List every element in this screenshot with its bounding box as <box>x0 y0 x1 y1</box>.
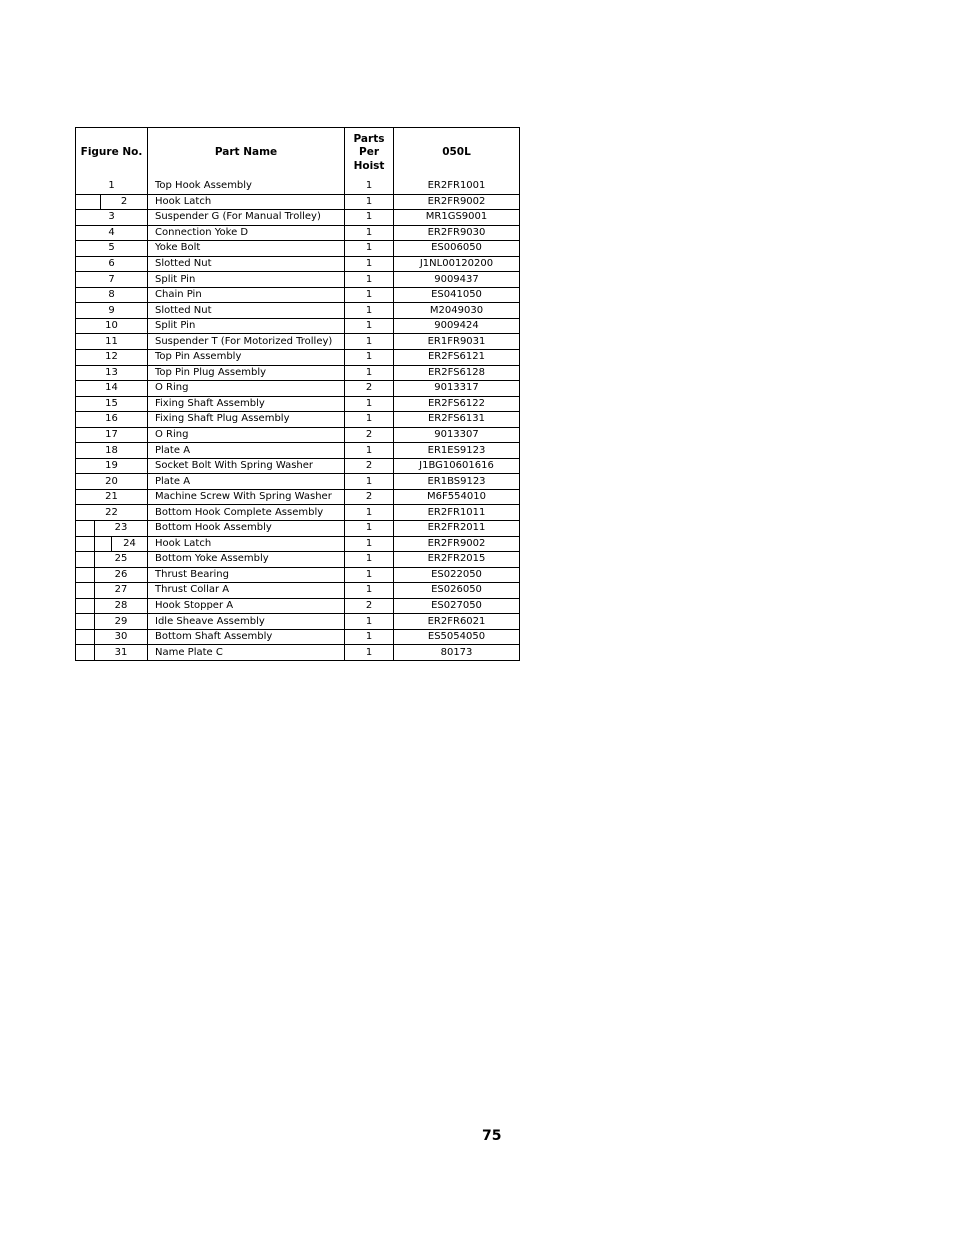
figure-cell <box>76 583 148 598</box>
figure-number: 31 <box>94 645 147 660</box>
figure-number: 7 <box>108 273 115 285</box>
part-name: Suspender T (For Motorized Trolley) <box>148 334 345 349</box>
parts-table <box>75 127 520 661</box>
figure-cell <box>76 241 148 256</box>
figure-cell <box>76 350 148 365</box>
part-number: ER2FS6122 <box>427 397 485 409</box>
parts-per-hoist: 1 <box>345 288 394 303</box>
part-name: Idle Sheave Assembly <box>148 614 345 629</box>
header-parts-per-hoist: Parts Per Hoist <box>345 128 394 178</box>
part-name: O Ring <box>148 381 345 396</box>
parts-per-hoist: 1 <box>345 366 394 381</box>
part-name: Slotted Nut <box>148 257 345 272</box>
figure-cell <box>76 412 148 427</box>
table-row <box>76 318 519 334</box>
table-row <box>76 598 519 614</box>
parts-per-hoist: 2 <box>345 490 394 505</box>
figure-number: 21 <box>105 491 118 503</box>
part-name: Socket Bolt With Spring Washer <box>148 459 345 474</box>
figure-number: 12 <box>105 351 118 363</box>
table-row <box>76 489 519 505</box>
parts-per-hoist: 1 <box>345 412 394 427</box>
part-name: Fixing Shaft Assembly <box>148 397 345 412</box>
part-number: ES022050 <box>431 568 482 580</box>
figure-number: 4 <box>108 226 115 238</box>
figure-cell <box>76 645 148 660</box>
table-row <box>76 225 519 241</box>
part-name: Bottom Hook Assembly <box>148 521 345 536</box>
table-row <box>76 442 519 458</box>
figure-cell <box>76 178 148 194</box>
part-number: J1BG10601616 <box>419 460 494 472</box>
part-number: 9013307 <box>434 429 479 441</box>
table-row <box>76 644 519 660</box>
table-row <box>76 536 519 552</box>
parts-per-hoist: 1 <box>345 319 394 334</box>
part-name: Chain Pin <box>148 288 345 303</box>
figure-number: 29 <box>94 614 147 629</box>
table-row <box>76 613 519 629</box>
part-name: Bottom Shaft Assembly <box>148 630 345 645</box>
part-number: ER1FR9031 <box>427 335 486 347</box>
figure-number: 3 <box>108 211 115 223</box>
part-name: Yoke Bolt <box>148 241 345 256</box>
parts-per-hoist: 1 <box>345 568 394 583</box>
table-header <box>76 128 519 178</box>
parts-per-hoist: 1 <box>345 226 394 241</box>
figure-cell <box>76 397 148 412</box>
table-body <box>76 178 519 660</box>
part-number: ES5054050 <box>427 631 486 643</box>
figure-number: 26 <box>94 568 147 583</box>
table-row <box>76 178 519 194</box>
part-name: Split Pin <box>148 272 345 287</box>
figure-cell <box>76 568 148 583</box>
part-number: ES026050 <box>431 584 482 596</box>
parts-per-hoist: 1 <box>345 257 394 272</box>
part-name: O Ring <box>148 428 345 443</box>
figure-cell <box>76 474 148 489</box>
figure-cell <box>76 334 148 349</box>
part-number: ES041050 <box>431 289 482 301</box>
part-name: Suspender G (For Manual Trolley) <box>148 210 345 225</box>
table-row <box>76 349 519 365</box>
part-number: ER2FS6121 <box>427 351 485 363</box>
figure-number: 30 <box>94 630 147 645</box>
part-name: Top Pin Assembly <box>148 350 345 365</box>
figure-number: 22 <box>105 506 118 518</box>
parts-per-hoist: 2 <box>345 428 394 443</box>
part-name: Hook Latch <box>148 537 345 552</box>
part-number: ER2FR1001 <box>427 179 486 191</box>
figure-number: 2 <box>100 195 147 210</box>
figure-number: 28 <box>94 599 147 614</box>
table-row <box>76 504 519 520</box>
part-name: Top Pin Plug Assembly <box>148 366 345 381</box>
part-number: ES006050 <box>431 242 482 254</box>
figure-cell <box>76 226 148 241</box>
parts-per-hoist: 1 <box>345 537 394 552</box>
figure-cell <box>76 490 148 505</box>
part-name: Machine Screw With Spring Washer <box>148 490 345 505</box>
figure-cell <box>76 537 148 552</box>
part-name: Connection Yoke D <box>148 226 345 241</box>
table-row <box>76 302 519 318</box>
figure-number: 20 <box>105 475 118 487</box>
parts-per-hoist: 1 <box>345 210 394 225</box>
parts-per-hoist: 1 <box>345 583 394 598</box>
parts-per-hoist: 1 <box>345 334 394 349</box>
figure-cell <box>76 288 148 303</box>
table-row <box>76 411 519 427</box>
figure-cell <box>76 195 148 210</box>
parts-per-hoist: 2 <box>345 599 394 614</box>
part-number: 9009424 <box>434 320 479 332</box>
parts-per-hoist: 1 <box>345 505 394 520</box>
table-row <box>76 520 519 536</box>
figure-number: 10 <box>105 320 118 332</box>
figure-cell <box>76 443 148 458</box>
part-number: MR1GS9001 <box>425 211 488 223</box>
figure-cell <box>76 599 148 614</box>
part-name: Thrust Bearing <box>148 568 345 583</box>
parts-per-hoist: 1 <box>345 443 394 458</box>
part-name: Fixing Shaft Plug Assembly <box>148 412 345 427</box>
figure-cell <box>76 303 148 318</box>
header-part-name: Part Name <box>148 128 345 178</box>
figure-cell <box>76 614 148 629</box>
table-row <box>76 582 519 598</box>
part-number: M6F554010 <box>427 491 486 503</box>
part-number: 9013317 <box>434 382 479 394</box>
table-row <box>76 427 519 443</box>
figure-number: 6 <box>108 258 115 269</box>
figure-cell <box>76 505 148 520</box>
figure-number: 8 <box>108 289 115 301</box>
part-number: ER2FR1011 <box>427 506 486 518</box>
table-row <box>76 551 519 567</box>
figure-cell <box>76 552 148 567</box>
figure-cell <box>76 521 148 536</box>
table-row <box>76 458 519 474</box>
part-number: ER2FR2015 <box>427 553 486 565</box>
figure-number: 27 <box>94 583 147 598</box>
header-model: 050L <box>442 146 471 159</box>
table-row <box>76 380 519 396</box>
figure-number: 5 <box>108 242 115 254</box>
part-name: Slotted Nut <box>148 303 345 318</box>
parts-per-hoist: 2 <box>345 381 394 396</box>
page-number: 75 <box>482 1128 502 1144</box>
part-number: ER2FR6021 <box>427 615 486 627</box>
parts-per-hoist: 1 <box>345 195 394 210</box>
figure-number: 25 <box>94 552 147 567</box>
part-name: Split Pin <box>148 319 345 334</box>
figure-number: 24 <box>111 537 147 552</box>
parts-per-hoist: 1 <box>345 397 394 412</box>
figure-cell <box>76 459 148 474</box>
figure-number: 11 <box>105 335 118 347</box>
part-name: Hook Stopper A <box>148 599 345 614</box>
part-number: ER2FR2011 <box>427 522 486 534</box>
figure-cell <box>76 210 148 225</box>
parts-per-hoist: 1 <box>345 521 394 536</box>
parts-per-hoist: 1 <box>345 241 394 256</box>
table-row <box>76 396 519 412</box>
parts-per-hoist: 1 <box>345 645 394 660</box>
table-row <box>76 629 519 645</box>
part-number: ER2FS6131 <box>427 413 485 425</box>
table-row <box>76 365 519 381</box>
part-number: 80173 <box>440 646 473 658</box>
figure-number: 18 <box>105 444 118 456</box>
part-name: Name Plate C <box>148 645 345 660</box>
table-row <box>76 240 519 256</box>
figure-number: 14 <box>105 382 118 394</box>
indent-line <box>94 537 95 552</box>
part-number: ER2FS6128 <box>427 366 485 378</box>
part-number: ER1ES9123 <box>427 444 486 456</box>
part-number: ER1BS9123 <box>427 475 486 487</box>
part-name: Top Hook Assembly <box>148 178 345 194</box>
part-number: M2049030 <box>429 304 484 316</box>
part-number: J1NL00120200 <box>419 258 494 269</box>
figure-number: 15 <box>105 397 118 409</box>
parts-per-hoist: 1 <box>345 630 394 645</box>
parts-per-hoist: 1 <box>345 178 394 194</box>
part-name: Thrust Collar A <box>148 583 345 598</box>
part-name: Bottom Yoke Assembly <box>148 552 345 567</box>
table-row <box>76 194 519 210</box>
parts-per-hoist: 2 <box>345 459 394 474</box>
parts-per-hoist: 1 <box>345 272 394 287</box>
parts-per-hoist: 1 <box>345 614 394 629</box>
part-number: ER2FR9002 <box>427 195 486 207</box>
table-row <box>76 287 519 303</box>
parts-per-hoist: 1 <box>345 474 394 489</box>
figure-cell <box>76 428 148 443</box>
part-number: ES027050 <box>431 600 482 612</box>
part-name: Bottom Hook Complete Assembly <box>148 505 345 520</box>
part-number: 9009437 <box>434 273 479 285</box>
parts-per-hoist: 1 <box>345 303 394 318</box>
figure-number: 19 <box>105 460 118 472</box>
figure-cell <box>76 630 148 645</box>
table-row <box>76 333 519 349</box>
parts-per-hoist: 1 <box>345 552 394 567</box>
table-row <box>76 473 519 489</box>
table-row <box>76 256 519 272</box>
figure-number: 1 <box>108 179 115 191</box>
figure-cell <box>76 381 148 396</box>
part-name: Plate A <box>148 443 345 458</box>
part-name: Plate A <box>148 474 345 489</box>
table-row <box>76 567 519 583</box>
parts-per-hoist: 1 <box>345 350 394 365</box>
figure-cell <box>76 366 148 381</box>
figure-number: 13 <box>105 366 118 378</box>
header-figure-no: Figure No. <box>76 128 148 178</box>
figure-cell <box>76 319 148 334</box>
figure-cell <box>76 257 148 272</box>
part-number: ER2FR9002 <box>427 537 486 549</box>
figure-number: 9 <box>108 304 115 316</box>
figure-cell <box>76 272 148 287</box>
part-name: Hook Latch <box>148 195 345 210</box>
figure-number: 16 <box>105 413 118 425</box>
table-row <box>76 209 519 225</box>
figure-number: 17 <box>105 429 118 441</box>
table-row <box>76 271 519 287</box>
part-number: ER2FR9030 <box>427 226 486 238</box>
figure-number: 23 <box>94 521 147 536</box>
